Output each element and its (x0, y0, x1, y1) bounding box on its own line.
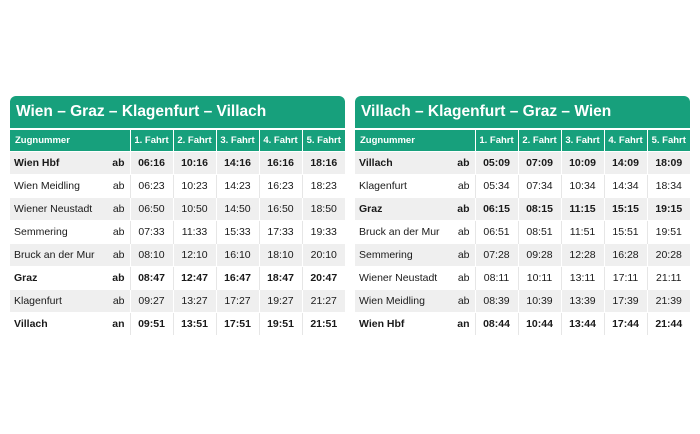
table-row (355, 312, 690, 335)
direction-label: ab (447, 220, 475, 243)
departure-time: 16:23 (259, 174, 302, 197)
departure-time: 17:39 (604, 289, 647, 312)
departure-time: 10:34 (561, 174, 604, 197)
departure-time: 08:11 (475, 266, 518, 289)
departure-time: 06:51 (475, 220, 518, 243)
direction-label: ab (447, 151, 475, 174)
table-row (10, 174, 345, 197)
departure-time: 09:28 (518, 243, 561, 266)
timetable-villach-wien (355, 96, 690, 335)
column-header-fahrt-1: 1. Fahrt (475, 129, 518, 151)
departure-time: 21:27 (302, 289, 345, 312)
departure-time: 21:39 (647, 289, 690, 312)
departure-time: 11:51 (561, 220, 604, 243)
departure-time: 15:51 (604, 220, 647, 243)
column-header-zugnummer: Zugnummer (355, 129, 475, 151)
departure-time: 10:16 (173, 151, 216, 174)
departure-time: 17:11 (604, 266, 647, 289)
departure-time: 06:23 (130, 174, 173, 197)
table-row (10, 243, 345, 266)
table-row (10, 266, 345, 289)
departure-time: 07:34 (518, 174, 561, 197)
table-row (355, 174, 690, 197)
station-name: Semmering (10, 220, 102, 243)
departure-time: 12:47 (173, 266, 216, 289)
column-header-fahrt-5: 5. Fahrt (302, 129, 345, 151)
departure-time: 19:51 (259, 312, 302, 335)
timetable-grid (10, 128, 345, 335)
direction-label: an (447, 312, 475, 335)
station-name: Klagenfurt (10, 289, 102, 312)
departure-time: 07:28 (475, 243, 518, 266)
station-name: Wiener Neustadt (355, 266, 447, 289)
departure-time: 19:33 (302, 220, 345, 243)
departure-time: 18:09 (647, 151, 690, 174)
departure-time: 07:09 (518, 151, 561, 174)
departure-time: 13:51 (173, 312, 216, 335)
station-name: Klagenfurt (355, 174, 447, 197)
direction-label: ab (102, 220, 130, 243)
direction-label: ab (447, 266, 475, 289)
column-header-fahrt-3: 3. Fahrt (216, 129, 259, 151)
station-name: Wiener Neustadt (10, 197, 102, 220)
departure-time: 08:44 (475, 312, 518, 335)
departure-time: 18:50 (302, 197, 345, 220)
station-name: Graz (355, 197, 447, 220)
direction-label: ab (102, 197, 130, 220)
table-row (355, 289, 690, 312)
departure-time: 16:47 (216, 266, 259, 289)
departure-time: 20:47 (302, 266, 345, 289)
departure-time: 17:51 (216, 312, 259, 335)
table-row (355, 266, 690, 289)
departure-time: 09:51 (130, 312, 173, 335)
departure-time: 10:09 (561, 151, 604, 174)
departure-time: 18:16 (302, 151, 345, 174)
station-name: Wien Meidling (10, 174, 102, 197)
timetable-wien-villach (10, 96, 345, 335)
table-row (355, 197, 690, 220)
departure-time: 05:34 (475, 174, 518, 197)
departure-time: 18:10 (259, 243, 302, 266)
direction-label: ab (102, 266, 130, 289)
departure-time: 20:10 (302, 243, 345, 266)
departure-time: 14:34 (604, 174, 647, 197)
direction-label: ab (447, 197, 475, 220)
column-header-fahrt-2: 2. Fahrt (518, 129, 561, 151)
header-row (355, 129, 690, 151)
departure-time: 21:44 (647, 312, 690, 335)
departure-time: 14:50 (216, 197, 259, 220)
departure-time: 08:51 (518, 220, 561, 243)
departure-time: 19:15 (647, 197, 690, 220)
departure-time: 19:51 (647, 220, 690, 243)
column-header-zugnummer: Zugnummer (10, 129, 130, 151)
departure-time: 05:09 (475, 151, 518, 174)
station-name: Semmering (355, 243, 447, 266)
departure-time: 18:34 (647, 174, 690, 197)
direction-label: ab (447, 243, 475, 266)
departure-time: 18:47 (259, 266, 302, 289)
timetable-title: Wien – Graz – Klagenfurt – Villach (10, 96, 345, 128)
column-header-fahrt-5: 5. Fahrt (647, 129, 690, 151)
departure-time: 20:28 (647, 243, 690, 266)
station-name: Villach (355, 151, 447, 174)
departure-time: 11:15 (561, 197, 604, 220)
departure-time: 16:16 (259, 151, 302, 174)
departure-time: 15:33 (216, 220, 259, 243)
station-name: Bruck an der Mur (355, 220, 447, 243)
departure-time: 07:33 (130, 220, 173, 243)
table-row (10, 312, 345, 335)
departure-time: 17:33 (259, 220, 302, 243)
station-name: Wien Meidling (355, 289, 447, 312)
table-row (10, 151, 345, 174)
departure-time: 14:16 (216, 151, 259, 174)
departure-time: 12:28 (561, 243, 604, 266)
departure-time: 09:27 (130, 289, 173, 312)
column-header-fahrt-2: 2. Fahrt (173, 129, 216, 151)
station-name: Bruck an der Mur (10, 243, 102, 266)
direction-label: ab (447, 289, 475, 312)
table-row (10, 289, 345, 312)
departure-time: 16:28 (604, 243, 647, 266)
departure-time: 08:47 (130, 266, 173, 289)
departure-time: 12:10 (173, 243, 216, 266)
departure-time: 21:51 (302, 312, 345, 335)
departure-time: 08:15 (518, 197, 561, 220)
table-row (355, 243, 690, 266)
departure-time: 10:50 (173, 197, 216, 220)
direction-label: ab (102, 243, 130, 266)
station-name: Wien Hbf (10, 151, 102, 174)
timetable-title: Villach – Klagenfurt – Graz – Wien (355, 96, 690, 128)
departure-time: 06:16 (130, 151, 173, 174)
departure-time: 18:23 (302, 174, 345, 197)
departure-time: 14:23 (216, 174, 259, 197)
direction-label: ab (102, 174, 130, 197)
table-row (10, 197, 345, 220)
column-header-fahrt-3: 3. Fahrt (561, 129, 604, 151)
direction-label: ab (102, 151, 130, 174)
departure-time: 10:44 (518, 312, 561, 335)
departure-time: 06:15 (475, 197, 518, 220)
departure-time: 14:09 (604, 151, 647, 174)
table-row (10, 220, 345, 243)
timetable-grid (355, 128, 690, 335)
departure-time: 13:11 (561, 266, 604, 289)
direction-label: ab (447, 174, 475, 197)
table-row (355, 220, 690, 243)
departure-time: 17:44 (604, 312, 647, 335)
departure-time: 13:44 (561, 312, 604, 335)
departure-time: 21:11 (647, 266, 690, 289)
departure-time: 13:27 (173, 289, 216, 312)
departure-time: 19:27 (259, 289, 302, 312)
departure-time: 08:10 (130, 243, 173, 266)
direction-label: an (102, 312, 130, 335)
departure-time: 10:11 (518, 266, 561, 289)
table-row (355, 151, 690, 174)
header-row (10, 129, 345, 151)
departure-time: 11:33 (173, 220, 216, 243)
column-header-fahrt-1: 1. Fahrt (130, 129, 173, 151)
departure-time: 10:39 (518, 289, 561, 312)
station-name: Wien Hbf (355, 312, 447, 335)
departure-time: 06:50 (130, 197, 173, 220)
departure-time: 16:50 (259, 197, 302, 220)
departure-time: 16:10 (216, 243, 259, 266)
departure-time: 17:27 (216, 289, 259, 312)
direction-label: ab (102, 289, 130, 312)
departure-time: 10:23 (173, 174, 216, 197)
departure-time: 15:15 (604, 197, 647, 220)
station-name: Villach (10, 312, 102, 335)
column-header-fahrt-4: 4. Fahrt (604, 129, 647, 151)
station-name: Graz (10, 266, 102, 289)
column-header-fahrt-4: 4. Fahrt (259, 129, 302, 151)
departure-time: 08:39 (475, 289, 518, 312)
departure-time: 13:39 (561, 289, 604, 312)
